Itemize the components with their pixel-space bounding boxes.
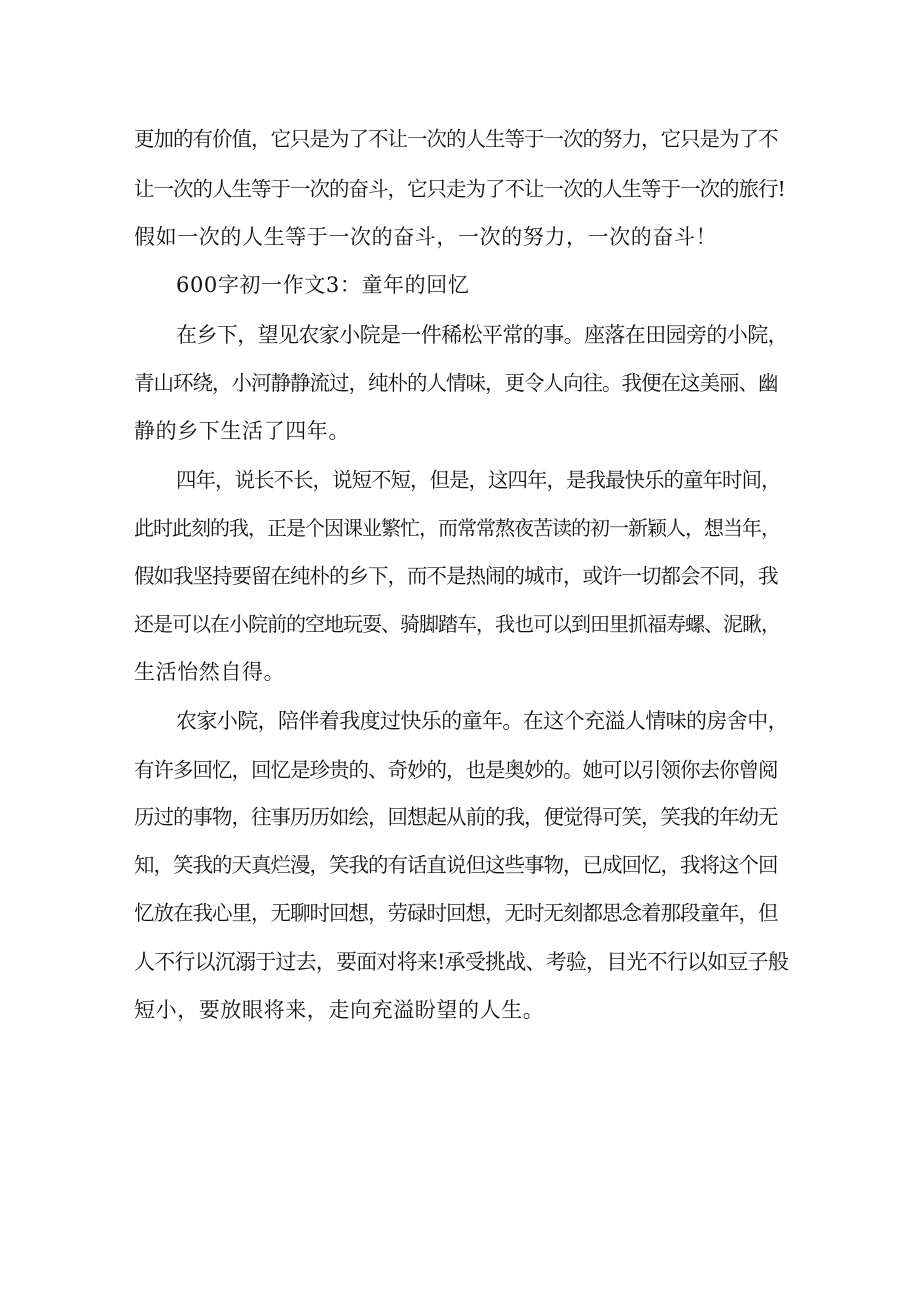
text-line: 还是可以在小院前的空地玩耍、骑脚踏车，我也可以到田里抓福寿螺、泥瞅，	[134, 612, 780, 636]
text-line: 知，笑我的天真烂漫，笑我的有话直说但这些事物，已成回忆，我将这个回	[134, 853, 778, 877]
text-line: 四年，说长不长，说短不短，但是，这四年，是我最快乐的童年时间，	[176, 468, 781, 492]
text-line: 让一次的人生等于一次的奋斗，它只走为了不让一次的人生等于一次的旅行!	[134, 177, 785, 201]
text-line: 人不行以沉溺于过去，要面对将来!承受挑战、考验，目光不行以如豆子般	[134, 950, 789, 974]
text-line: 忆放在我心里，无聊时回想，劳碌时回想，无时无刻都思念着那段童年，但	[134, 901, 778, 925]
text-line: 更加的有价值，它只是为了不让一次的人生等于一次的努力，它只是为了不	[134, 127, 778, 151]
text-line: 短小，要放眼将来，走向充溢盼望的人生。	[134, 998, 545, 1022]
text-line: 此时此刻的我，正是个因课业繁忙，而常常熬夜苦读的初一新颖人，想当年，	[134, 516, 780, 540]
text-line: 假如一次的人生等于一次的奋斗，一次的努力，一次的奋斗！	[134, 225, 718, 249]
text-line: 农家小院，陪伴着我度过快乐的童年。在这个充溢人情味的房舍中，	[176, 709, 788, 733]
text-line: 假如我坚持要留在纯朴的乡下，而不是热闹的城市，或许一切都会不同，我	[134, 564, 778, 588]
section-heading: 600字初一作文3：童年的回忆	[176, 273, 470, 297]
text-line: 历过的事物，往事历历如绘，回想起从前的我，便觉得可笑，笑我的年幼无	[134, 805, 778, 829]
text-line: 青山环绕，小河静静流过，纯朴的人情味，更令人向往。我便在这美丽、幽	[134, 371, 778, 395]
text-line: 静的乡下生活了四年。	[134, 419, 350, 443]
text-line: 有许多回忆，回忆是珍贵的、奇妙的，也是奥妙的。她可以引领你去你曾阅	[134, 758, 778, 782]
text-line: 生活怡然自得。	[134, 660, 286, 684]
text-line: 在乡下，望见农家小院是一件稀松平常的事。座落在田园旁的小院，	[176, 323, 788, 347]
